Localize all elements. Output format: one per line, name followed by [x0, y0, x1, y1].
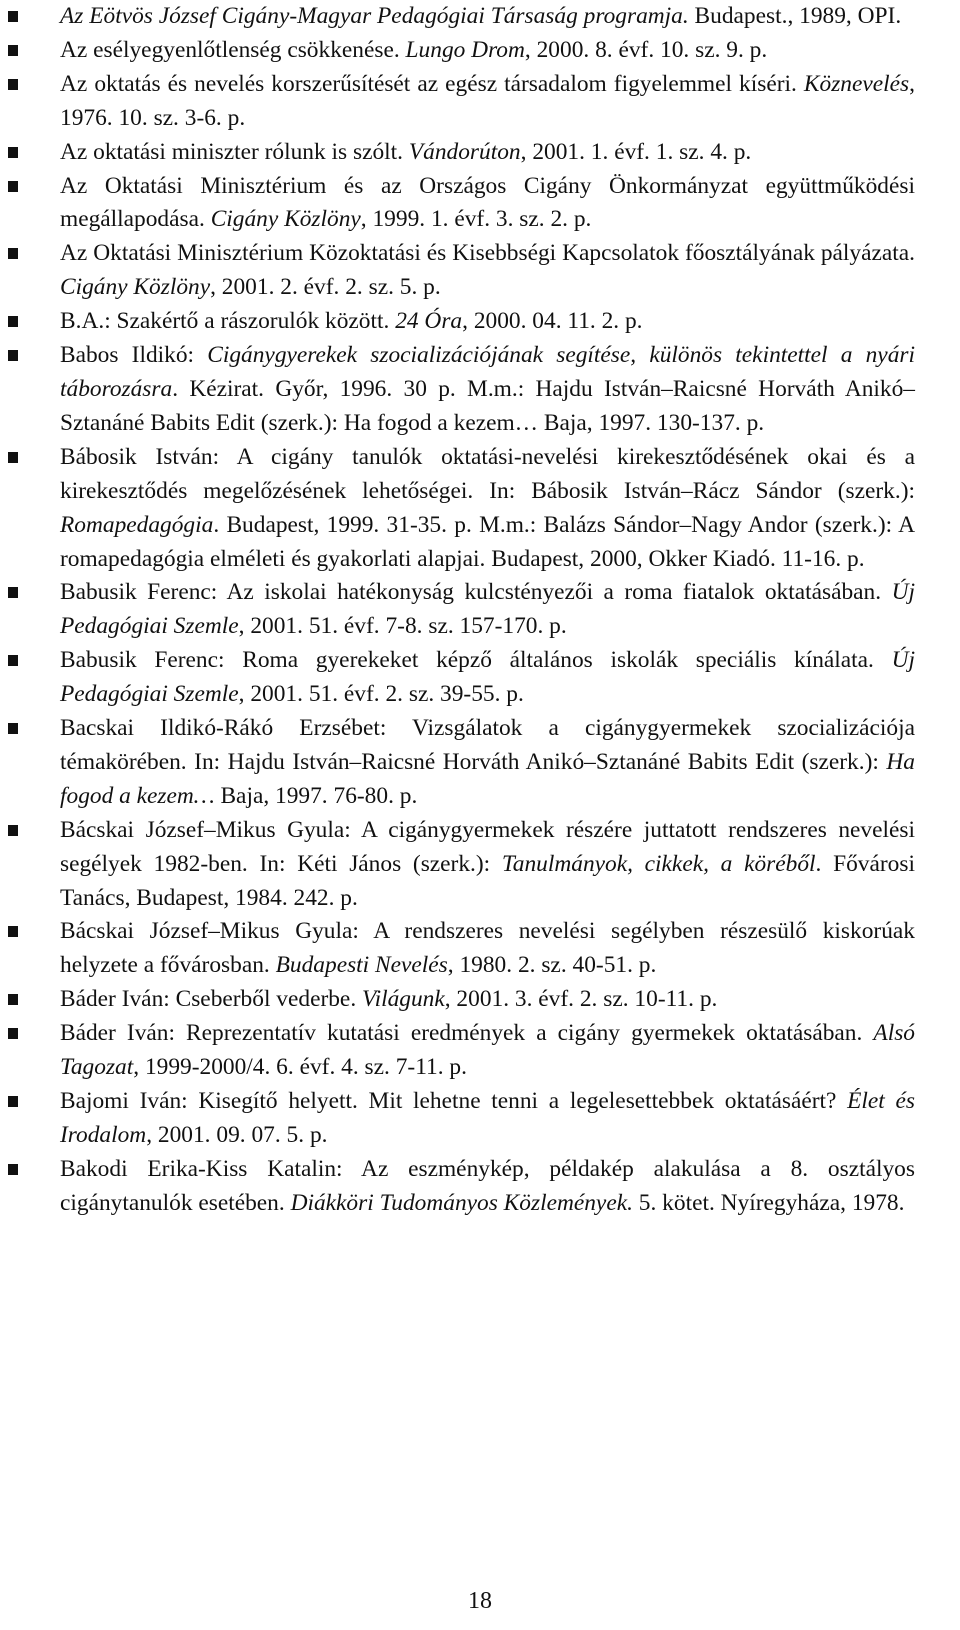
- entry-text: Az oktatás és nevelés korszerűsítését az egész társadalom figyelemmel kíséri.: [60, 70, 804, 97]
- bibliography-entry: [60, 814, 915, 916]
- square-bullet-icon: [8, 587, 18, 598]
- entry-text: Babusik Ferenc: Az iskolai hatékonyság kulcstényezői a roma fiatalok oktatásában.: [60, 579, 892, 606]
- entry-italic-text: Tanulmányok, cikkek, a köréből: [501, 850, 816, 877]
- entry-text: 5. kötet. Nyíregyháza, 1978.: [632, 1189, 905, 1216]
- entry-italic-text: Cigány Közlöny: [210, 206, 361, 233]
- entry-text: Bajomi Iván: Kisegítő helyett. Mit lehetne tenni a legelesettebbek oktatásáért?: [60, 1088, 848, 1114]
- entry-text: . Budapest, 1999. 31-35. p. M.m.: Balázs Sándor–Nagy Andor (szerk.): A romapedagógia elméleti és gyakorlati alapjai. Budapest, 2000, Okker Kiadó. 11-16. p.: [60, 511, 915, 572]
- entry-italic-text: Cigánygyerekek szocializációjának segítése, különös tekintettel a nyári táborozásra: [60, 342, 915, 402]
- entry-italic-text: Vándorúton: [408, 138, 521, 165]
- entry-italic-text: Lungo Drom: [405, 36, 525, 63]
- bibliography-entry: [60, 0, 915, 34]
- square-bullet-icon: [8, 1028, 18, 1039]
- entry-text: Az Oktatási Minisztérium Közoktatási és Kisebbségi Kapcsolatok főosztályának pályázata.: [60, 240, 915, 267]
- entry-text: , 2001. 51. évf. 2. sz. 39-55. p.: [238, 681, 524, 708]
- entry-text: , 2001. 51. évf. 7-8. sz. 157-170. p.: [238, 613, 567, 640]
- entry-italic-text: Köznevelés: [803, 70, 910, 97]
- bibliography-entry: [60, 305, 915, 339]
- entry-text: Bábosik István: A cigány tanulók oktatási-nevelési kirekesztődésének okai és a kirekesztődés megelőzésének lehetőségei. In: Bábosik István–Rácz Sándor (szerk.):: [60, 443, 915, 504]
- entry-text: Babos Ildikó:: [60, 342, 208, 369]
- square-bullet-icon: [8, 452, 18, 463]
- bibliography-list: [60, 0, 915, 1221]
- square-bullet-icon: [8, 79, 18, 90]
- bibliography-entry: [60, 712, 915, 814]
- bibliography-entry: [60, 68, 915, 136]
- square-bullet-icon: [8, 825, 18, 836]
- entry-text: , 1980. 2. sz. 40-51. p.: [447, 952, 657, 979]
- entry-text: Baja, 1997. 76-80. p.: [214, 782, 418, 809]
- square-bullet-icon: [8, 11, 18, 22]
- square-bullet-icon: [8, 994, 18, 1005]
- entry-text: , 2000. 04. 11. 2. p.: [462, 308, 643, 335]
- entry-italic-text: 24 Óra: [395, 308, 463, 335]
- page-number: 18: [468, 1588, 492, 1614]
- entry-text: Az esélyegyenlőtlenség csökkenése.: [60, 36, 406, 63]
- square-bullet-icon: [8, 655, 18, 666]
- entry-text: Babusik Ferenc: Roma gyerekeket képző általános iskolák speciális kínálata.: [60, 647, 892, 674]
- entry-text: Az oktatási miniszter rólunk is szólt.: [60, 138, 409, 165]
- square-bullet-icon: [8, 1096, 18, 1107]
- entry-text: Báder Iván: Cseberből vederbe.: [60, 986, 363, 1013]
- entry-italic-text: Romapedagógia: [60, 511, 214, 538]
- bibliography-entry: [60, 1017, 915, 1085]
- entry-text: Bácskai József–Mikus Gyula: A cigánygyermekek részére juttatott rendszeres nevelési segélyek 1982-ben. In: Kéti János (szerk.):: [60, 816, 915, 877]
- entry-text: Bakodi Erika-Kiss Katalin: Az eszménykép, példakép alakulása a 8. osztályos cigánytanulók esetében.: [60, 1155, 915, 1216]
- bibliography-entry: [60, 915, 915, 983]
- entry-text: , 1999. 1. évf. 3. sz. 2. p.: [360, 206, 592, 233]
- square-bullet-icon: [8, 926, 18, 937]
- entry-text: , 2001. 3. évf. 2. sz. 10-11. p.: [444, 986, 718, 1013]
- entry-text: , 2000. 8. évf. 10. sz. 9. p.: [524, 36, 768, 63]
- entry-italic-text: Az Eötvös József Cigány-Magyar Pedagógiai Társaság programja.: [60, 3, 689, 29]
- bibliography-entry: [60, 983, 915, 1017]
- bibliography-entry: [60, 170, 915, 238]
- square-bullet-icon: [8, 147, 18, 158]
- bibliography-entry: [60, 576, 915, 644]
- entry-text: , 2001. 09. 07. 5. p.: [146, 1121, 328, 1148]
- bibliography-entry: [60, 1153, 915, 1221]
- bibliography-entry: [60, 136, 915, 170]
- entry-text: . Kézirat. Győr, 1996. 30 p. M.m.: Hajdu István–Raicsné Horváth Anikó–Sztanáné Babits Edit (szerk.): Ha fogod a kezem… Baja, 1997. 130-137. p.: [60, 375, 915, 436]
- square-bullet-icon: [8, 45, 18, 56]
- square-bullet-icon: [8, 248, 18, 259]
- entry-italic-text: Új Pedagógiai Szemle: [60, 579, 915, 640]
- bibliography-entry: [60, 339, 915, 441]
- square-bullet-icon: [8, 181, 18, 192]
- entry-text: Báder Iván: Reprezentatív kutatási eredmények a cigány gyermekek oktatásában.: [60, 1020, 874, 1047]
- entry-italic-text: Ha fogod a kezem…: [60, 748, 915, 809]
- entry-italic-text: Diákköri Tudományos Közlemények.: [290, 1189, 633, 1216]
- entry-text: Bacskai Ildikó-Rákó Erzsébet: Vizsgálatok a cigánygyermekek szocializációja témakörében. In: Hajdu István–Raicsné Horváth Anikó–Sztanáné Babits Edit (szerk.):: [60, 715, 915, 775]
- bibliography-entry: [60, 644, 915, 712]
- bibliography-entry: [60, 441, 915, 577]
- square-bullet-icon: [8, 350, 18, 361]
- entry-italic-text: Alsó Tagozat: [60, 1020, 915, 1081]
- entry-text: . Fővárosi Tanács, Budapest, 1984. 242. p.: [60, 850, 915, 911]
- entry-italic-text: Új Pedagógiai Szemle: [60, 647, 915, 708]
- bibliography-entry: [60, 237, 915, 305]
- entry-text: , 1976. 10. sz. 3-6. p.: [60, 70, 915, 131]
- square-bullet-icon: [8, 316, 18, 327]
- square-bullet-icon: [8, 723, 18, 734]
- bibliography-entry: [60, 1085, 915, 1153]
- entry-italic-text: Cigány Közlöny: [60, 274, 211, 301]
- entry-text: B.A.: Szakértő a rászorulók között.: [60, 308, 396, 335]
- entry-text: , 2001. 2. évf. 2. sz. 5. p.: [210, 274, 441, 301]
- entry-text: Bácskai József–Mikus Gyula: A rendszeres nevelési segélyben részesülő kiskorúak helyzete a fővárosban.: [60, 918, 915, 979]
- square-bullet-icon: [8, 1164, 18, 1175]
- entry-italic-text: Budapesti Nevelés: [275, 952, 448, 979]
- entry-text: , 2001. 1. évf. 1. sz. 4. p.: [520, 138, 752, 165]
- entry-text: Az Oktatási Minisztérium és az Országos Cigány Önkormányzat együttműködési megállapodása.: [60, 172, 915, 233]
- bibliography-entry: [60, 34, 915, 68]
- entry-italic-text: Élet és Irodalom: [60, 1088, 916, 1148]
- entry-italic-text: Világunk: [362, 986, 445, 1013]
- entry-text: Budapest., 1989, OPI.: [688, 3, 902, 29]
- entry-text: , 1999-2000/4. 6. évf. 4. sz. 7-11. p.: [133, 1054, 467, 1081]
